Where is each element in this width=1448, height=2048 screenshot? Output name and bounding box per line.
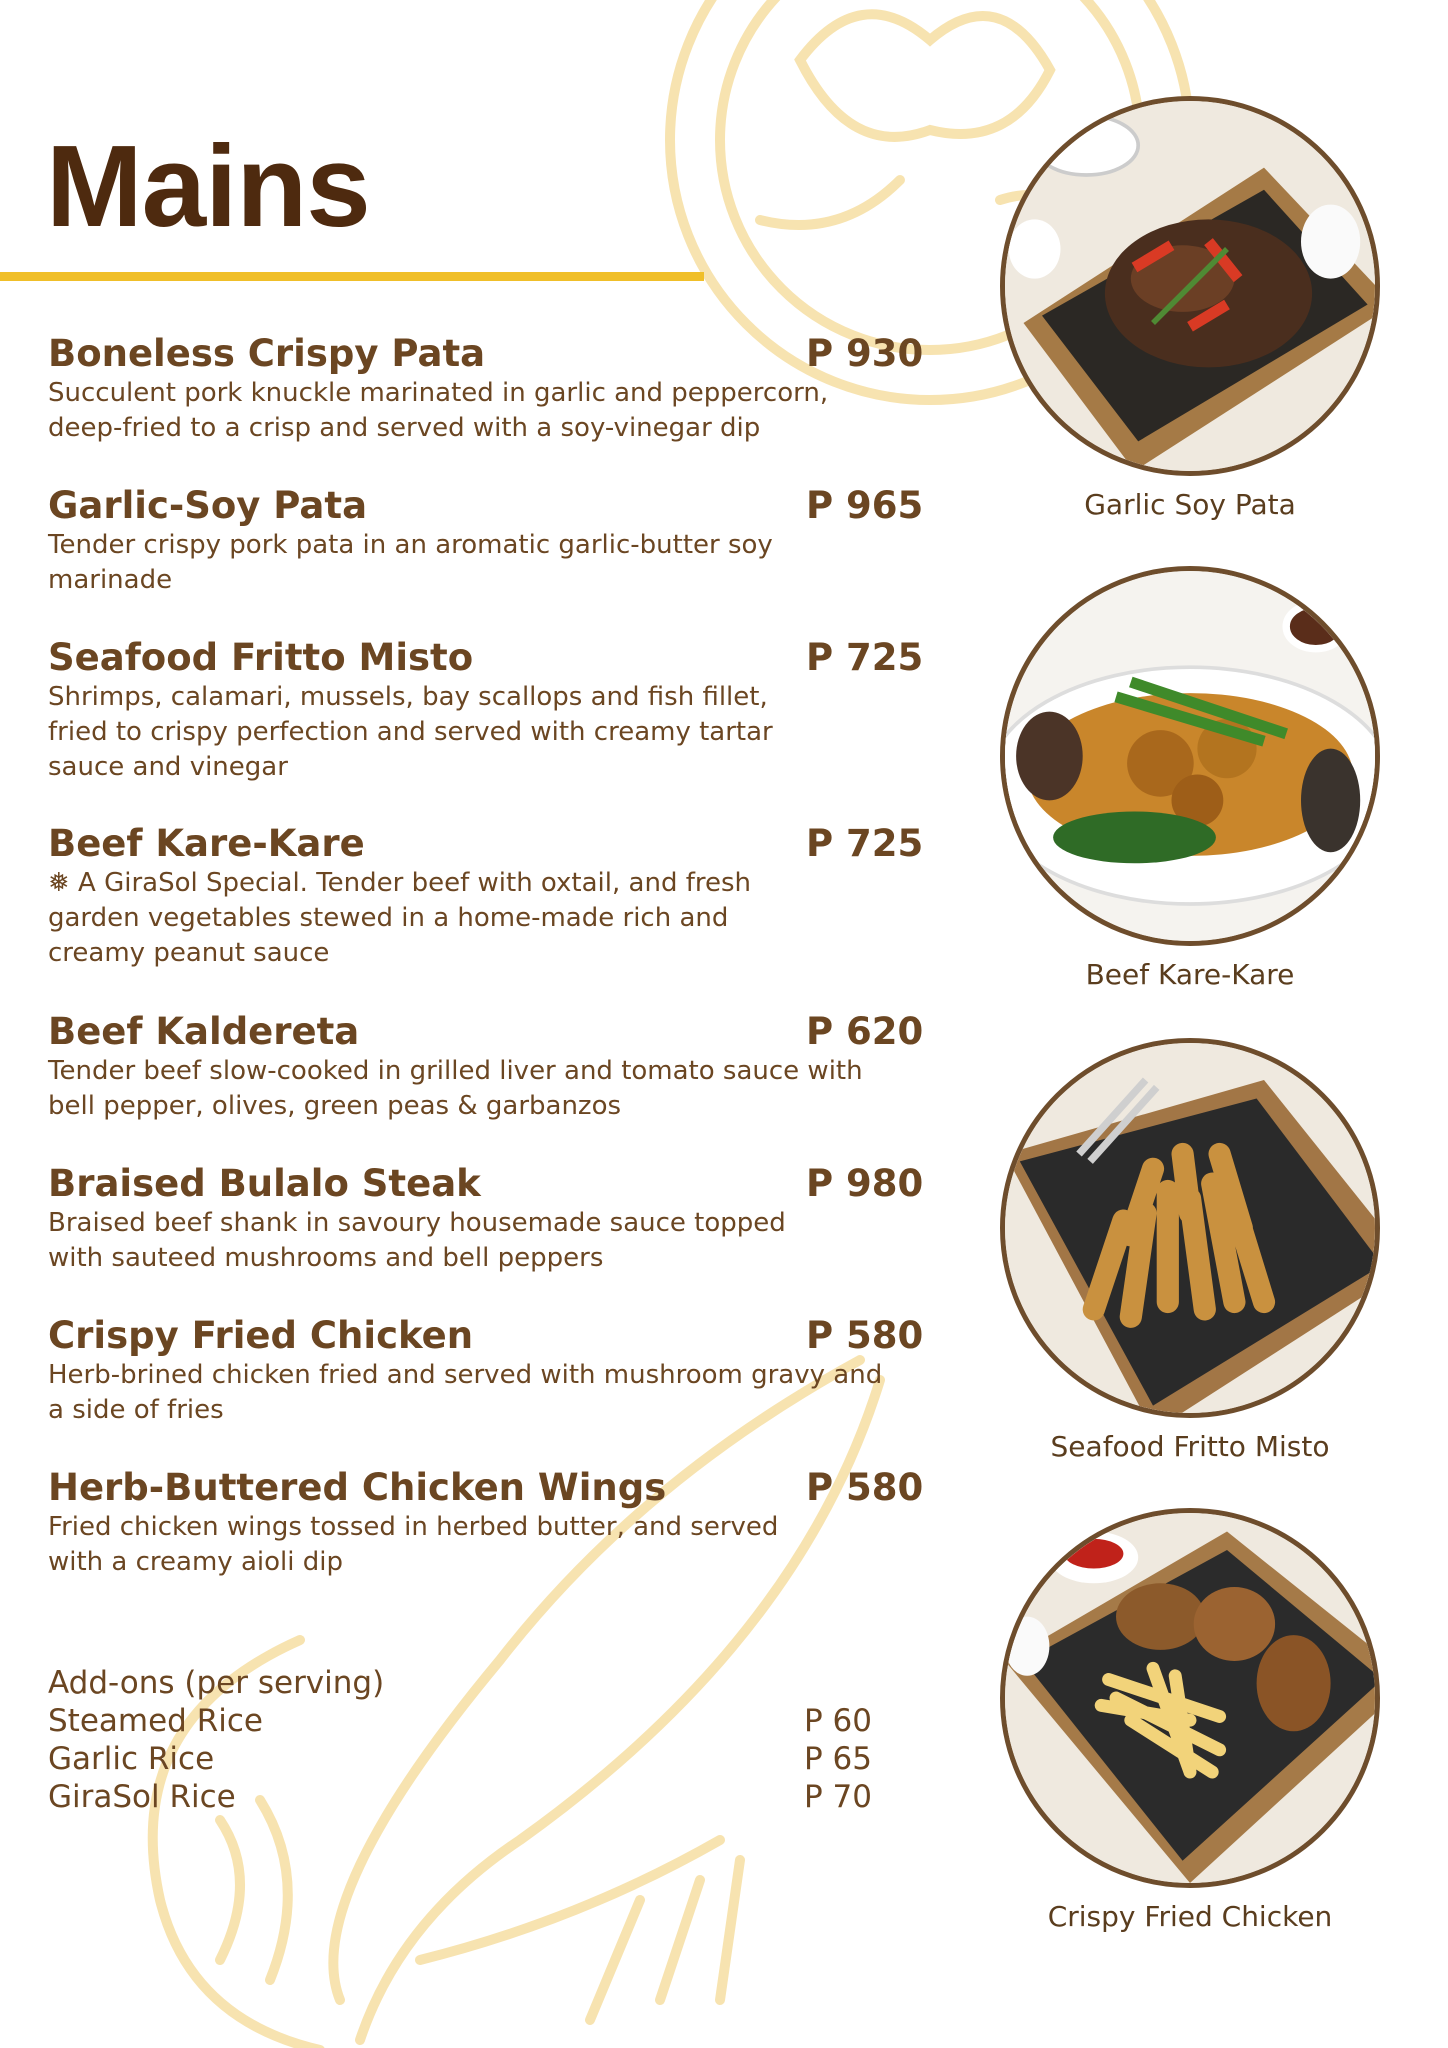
addon-name: GiraSol Rice	[48, 1779, 236, 1815]
dish-photo-seafood-fritto-misto	[1000, 1038, 1380, 1418]
addon-price: P 60	[804, 1703, 872, 1739]
item-name: Herb-Buttered Chicken Wings	[48, 1466, 667, 1509]
item-price: P 725	[806, 636, 924, 679]
item-name: Garlic-Soy Pata	[48, 484, 368, 527]
photo-caption: Beef Kare-Kare	[1085, 958, 1295, 991]
photo-caption: Seafood Fritto Misto	[1050, 1430, 1330, 1463]
item-description: ❅ A GiraSol Special. Tender beef with oxtail, and fresh garden vegetables stewed in a home-made rich and creamy peanut sauce	[48, 868, 752, 968]
addon-name: Steamed Rice	[48, 1703, 263, 1739]
dish-photo-crispy-fried-chicken	[1000, 1508, 1380, 1888]
addons-title: Add-ons (per serving)	[48, 1665, 385, 1701]
page-title: Mains	[46, 121, 370, 251]
title-underline	[0, 272, 704, 281]
item-price: P 980	[806, 1162, 924, 1205]
photo-caption: Garlic Soy Pata	[1084, 488, 1296, 521]
item-price: P 580	[806, 1466, 924, 1509]
item-name: Braised Bulalo Steak	[48, 1162, 481, 1205]
photo-caption: Crispy Fried Chicken	[1047, 1900, 1333, 1933]
addon-row	[48, 1740, 928, 1778]
item-name: Beef Kaldereta	[48, 1010, 360, 1053]
dish-photo-garlic-soy-pata	[1000, 96, 1380, 476]
item-price: P 620	[806, 1010, 924, 1053]
item-description: Tender beef slow-cooked in grilled liver and tomato sauce with bell pepper, olives, green peas & garbanzos	[48, 1056, 863, 1121]
item-name: Boneless Crispy Pata	[48, 332, 486, 375]
item-name: Crispy Fried Chicken	[48, 1314, 474, 1357]
addon-price: P 65	[804, 1741, 872, 1777]
dish-photo-beef-kare-kare	[1000, 566, 1380, 946]
item-description: Succulent pork knuckle marinated in garlic and peppercorn, deep-fried to a crisp and served with a soy-vinegar dip	[48, 378, 829, 443]
item-description: Fried chicken wings tossed in herbed butter, and served with a creamy aioli dip	[48, 1512, 779, 1577]
item-price: P 725	[806, 822, 924, 865]
item-name: Beef Kare-Kare	[48, 822, 365, 865]
item-description: Shrimps, calamari, mussels, bay scallops and fish fillet, fried to crispy perfection and served with creamy tartar sauce and vinegar	[48, 682, 773, 782]
item-price: P 965	[806, 484, 924, 527]
item-description: Tender crispy pork pata in an aromatic garlic-butter soy marinade	[48, 530, 773, 595]
item-description: Braised beef shank in savoury housemade sauce topped with sauteed mushrooms and bell peppers	[48, 1208, 786, 1273]
item-price: P 580	[806, 1314, 924, 1357]
addon-row	[48, 1702, 928, 1740]
addon-price: P 70	[804, 1779, 872, 1815]
addon-row	[48, 1778, 928, 1816]
addon-name: Garlic Rice	[48, 1741, 215, 1777]
item-description: Herb-brined chicken fried and served with mushroom gravy and a side of fries	[48, 1360, 883, 1425]
item-price: P 930	[806, 332, 924, 375]
item-name: Seafood Fritto Misto	[48, 636, 474, 679]
